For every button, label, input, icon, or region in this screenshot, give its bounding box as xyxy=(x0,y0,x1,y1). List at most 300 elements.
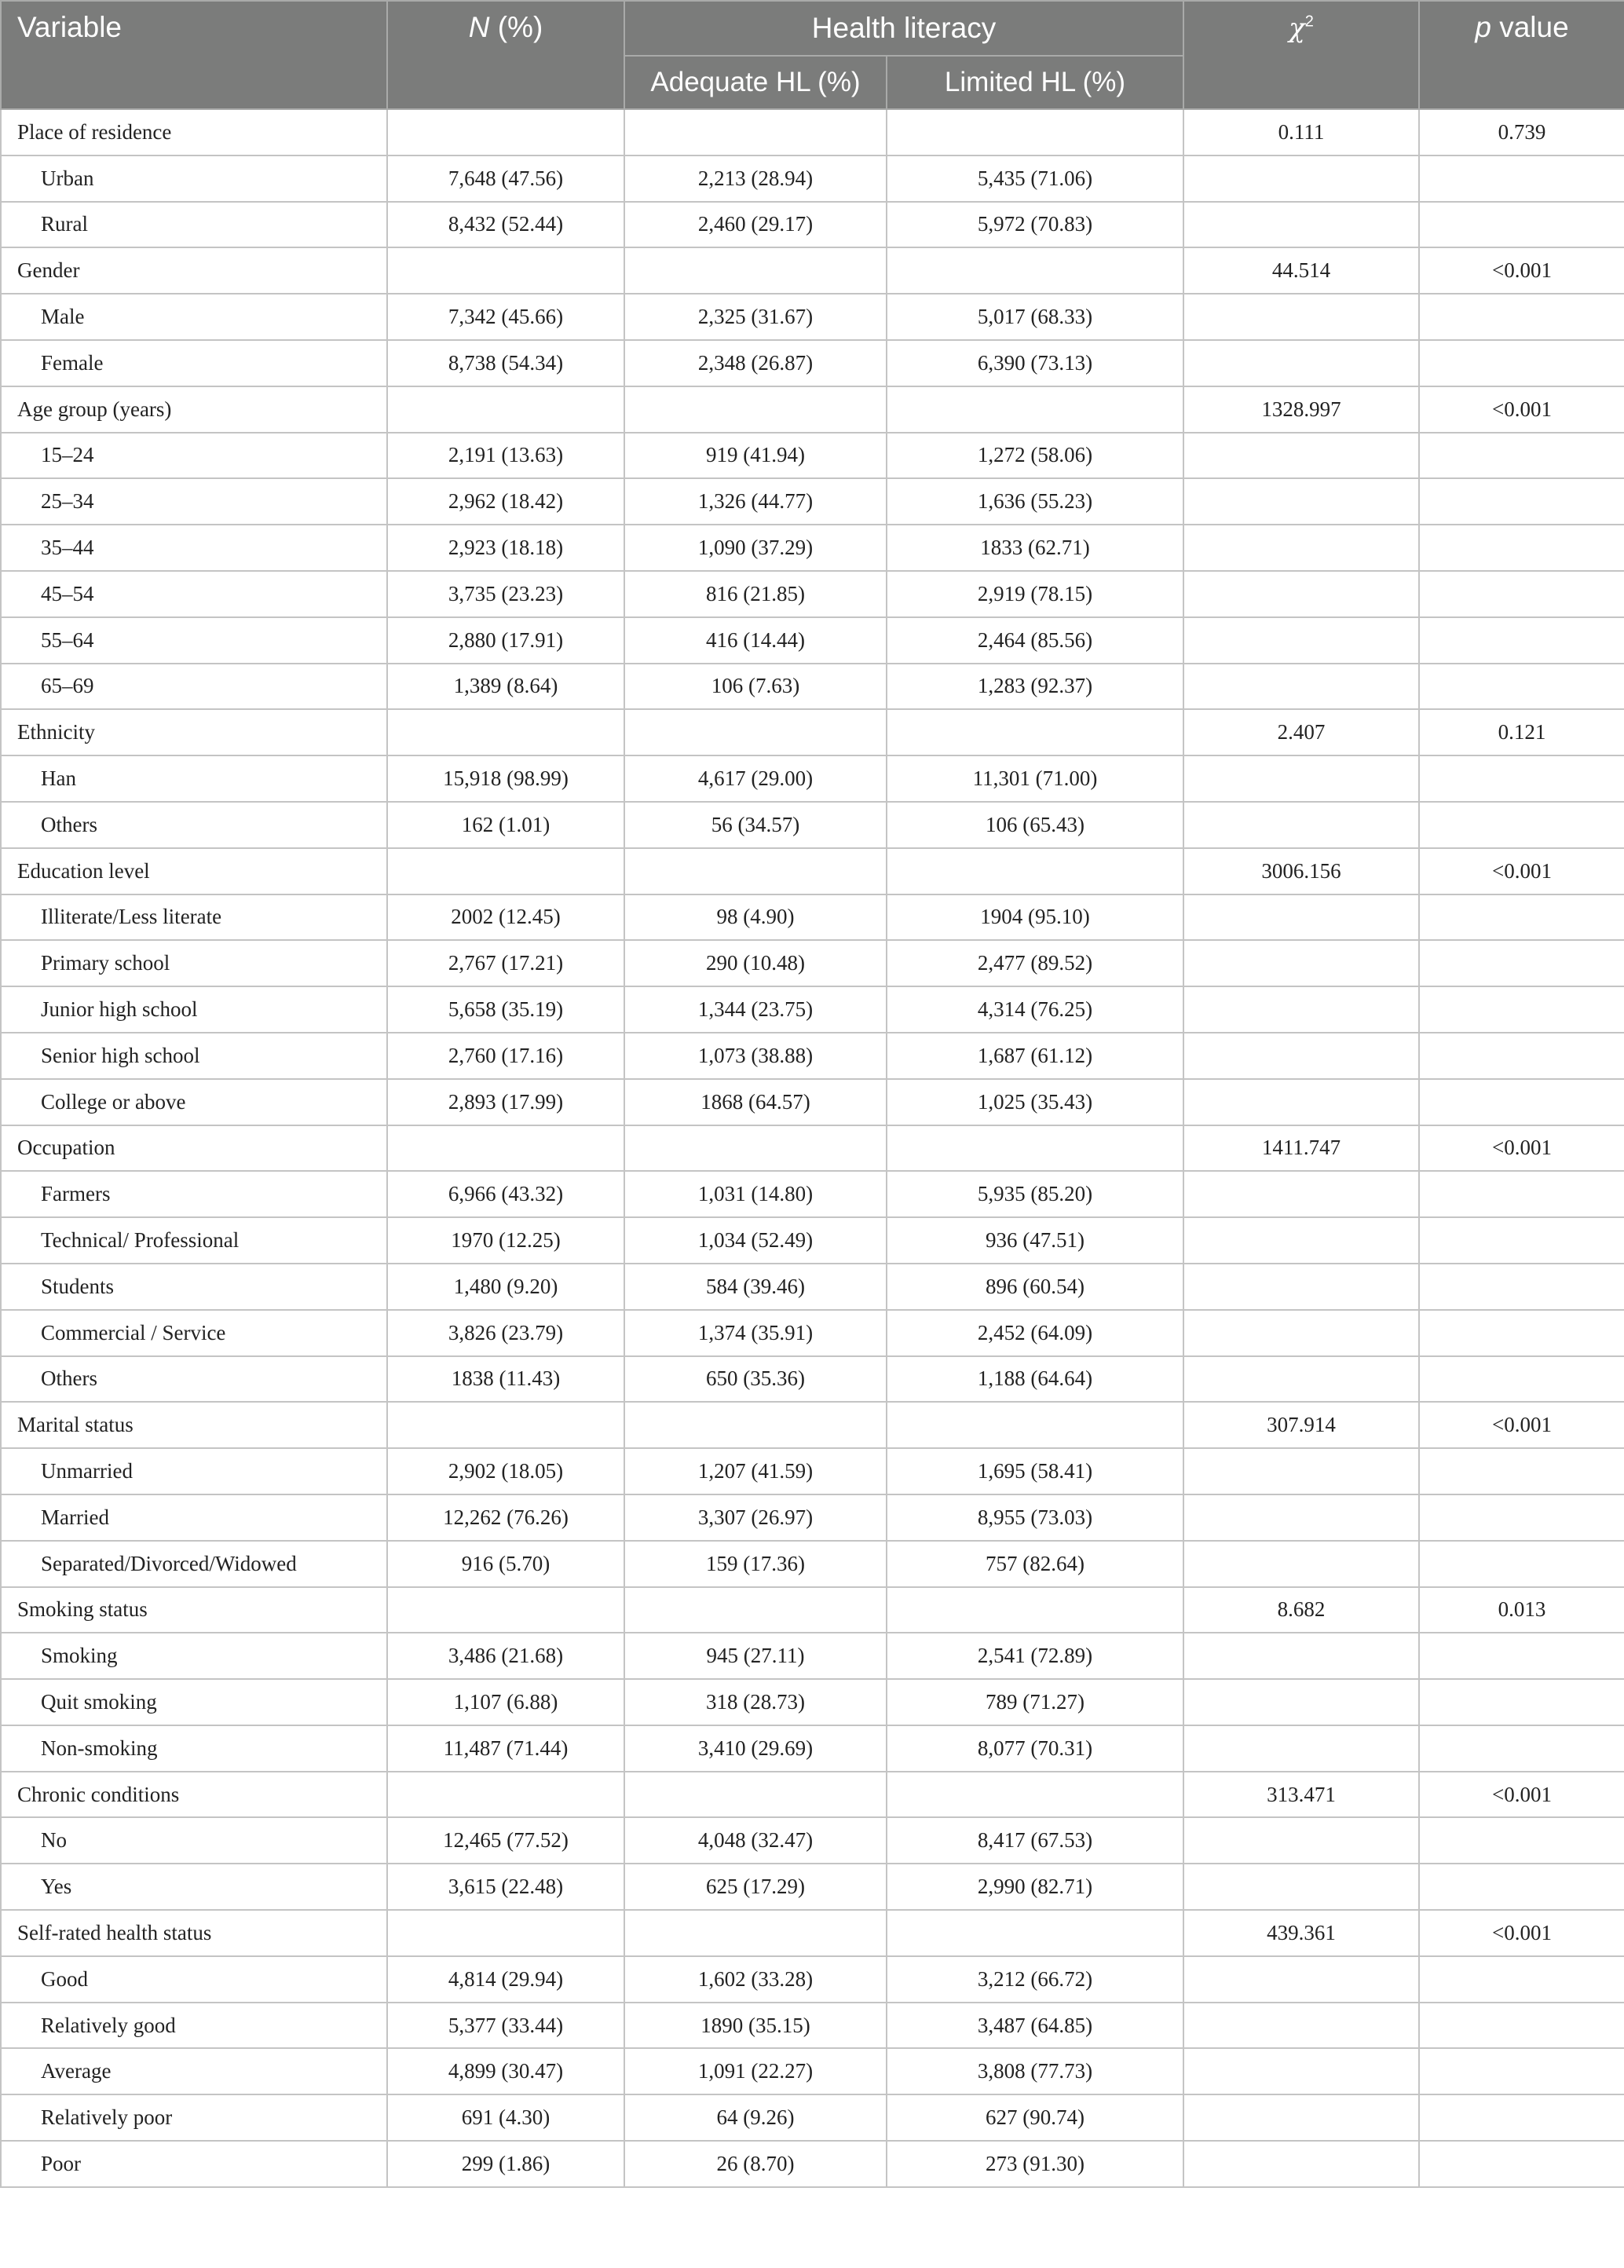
cell-variable: 65–69 xyxy=(1,664,387,710)
cell-adequate-hl: 2,460 (29.17) xyxy=(624,202,887,248)
cell-limited-hl xyxy=(887,1587,1183,1633)
cell-n-percent xyxy=(387,709,624,755)
cell-chi-square xyxy=(1183,617,1419,664)
cell-variable: Age group (years) xyxy=(1,386,387,433)
cell-variable: Good xyxy=(1,1956,387,2003)
cell-p-value: 0.013 xyxy=(1419,1587,1624,1633)
cell-adequate-hl: 1890 (35.15) xyxy=(624,2003,887,2049)
cell-p-value xyxy=(1419,1171,1624,1217)
cell-n-percent: 691 (4.30) xyxy=(387,2094,624,2141)
cell-p-value: <0.001 xyxy=(1419,247,1624,294)
cell-adequate-hl: 1,034 (52.49) xyxy=(624,1217,887,1264)
cell-adequate-hl: 106 (7.63) xyxy=(624,664,887,710)
cell-limited-hl: 1,272 (58.06) xyxy=(887,433,1183,479)
cell-n-percent: 2002 (12.45) xyxy=(387,894,624,941)
cell-chi-square xyxy=(1183,1679,1419,1725)
header-p-value: p value xyxy=(1419,1,1624,109)
cell-p-value xyxy=(1419,1817,1624,1864)
cell-n-percent xyxy=(387,109,624,155)
cell-p-value xyxy=(1419,894,1624,941)
cell-adequate-hl xyxy=(624,1125,887,1172)
table-row-category xyxy=(1,109,1624,155)
cell-p-value: <0.001 xyxy=(1419,1402,1624,1448)
cell-variable: Poor xyxy=(1,2141,387,2187)
cell-chi-square xyxy=(1183,1079,1419,1125)
cell-limited-hl: 757 (82.64) xyxy=(887,1541,1183,1587)
cell-chi-square xyxy=(1183,755,1419,802)
cell-adequate-hl: 98 (4.90) xyxy=(624,894,887,941)
table-body xyxy=(1,109,1624,2187)
cell-adequate-hl xyxy=(624,848,887,894)
cell-chi-square xyxy=(1183,1033,1419,1079)
cell-variable: 15–24 xyxy=(1,433,387,479)
cell-limited-hl xyxy=(887,709,1183,755)
cell-n-percent: 1,107 (6.88) xyxy=(387,1679,624,1725)
cell-limited-hl: 2,464 (85.56) xyxy=(887,617,1183,664)
cell-chi-square: 439.361 xyxy=(1183,1910,1419,1956)
cell-chi-square: 44.514 xyxy=(1183,247,1419,294)
cell-n-percent: 7,342 (45.66) xyxy=(387,294,624,340)
cell-n-percent xyxy=(387,848,624,894)
cell-adequate-hl xyxy=(624,1772,887,1818)
cell-limited-hl xyxy=(887,848,1183,894)
cell-n-percent: 2,923 (18.18) xyxy=(387,525,624,571)
table-row-subcategory xyxy=(1,894,1624,941)
cell-variable: Female xyxy=(1,340,387,386)
cell-chi-square xyxy=(1183,2048,1419,2094)
cell-chi-square: 8.682 xyxy=(1183,1587,1419,1633)
cell-limited-hl: 627 (90.74) xyxy=(887,2094,1183,2141)
table-row-category xyxy=(1,1402,1624,1448)
table-row-subcategory xyxy=(1,433,1624,479)
cell-variable: Non-smoking xyxy=(1,1725,387,1772)
cell-chi-square xyxy=(1183,1448,1419,1494)
cell-n-percent: 299 (1.86) xyxy=(387,2141,624,2187)
table-row-subcategory xyxy=(1,571,1624,617)
cell-n-percent xyxy=(387,1587,624,1633)
cell-variable: Chronic conditions xyxy=(1,1772,387,1818)
cell-adequate-hl: 1,090 (37.29) xyxy=(624,525,887,571)
cell-variable: Junior high school xyxy=(1,986,387,1033)
cell-limited-hl: 2,541 (72.89) xyxy=(887,1633,1183,1679)
cell-variable: College or above xyxy=(1,1079,387,1125)
cell-chi-square xyxy=(1183,571,1419,617)
cell-p-value xyxy=(1419,755,1624,802)
cell-limited-hl: 1833 (62.71) xyxy=(887,525,1183,571)
cell-variable: 45–54 xyxy=(1,571,387,617)
cell-limited-hl: 2,452 (64.09) xyxy=(887,1310,1183,1356)
header-health-literacy: Health literacy xyxy=(624,1,1183,56)
cell-n-percent: 1,480 (9.20) xyxy=(387,1264,624,1310)
cell-limited-hl xyxy=(887,1125,1183,1172)
header-variable: Variable xyxy=(1,1,387,109)
table-row-category xyxy=(1,848,1624,894)
cell-limited-hl: 2,919 (78.15) xyxy=(887,571,1183,617)
table-row-category xyxy=(1,709,1624,755)
cell-chi-square xyxy=(1183,2141,1419,2187)
cell-p-value xyxy=(1419,202,1624,248)
table-row-subcategory xyxy=(1,1817,1624,1864)
cell-variable: No xyxy=(1,1817,387,1864)
cell-limited-hl: 896 (60.54) xyxy=(887,1264,1183,1310)
cell-chi-square: 2.407 xyxy=(1183,709,1419,755)
cell-adequate-hl: 650 (35.36) xyxy=(624,1356,887,1403)
cell-limited-hl: 2,990 (82.71) xyxy=(887,1864,1183,1910)
cell-n-percent: 2,893 (17.99) xyxy=(387,1079,624,1125)
cell-limited-hl: 5,017 (68.33) xyxy=(887,294,1183,340)
cell-chi-square xyxy=(1183,940,1419,986)
cell-adequate-hl: 1,091 (22.27) xyxy=(624,2048,887,2094)
table-row-subcategory xyxy=(1,664,1624,710)
cell-adequate-hl xyxy=(624,386,887,433)
table-row-subcategory xyxy=(1,755,1624,802)
cell-adequate-hl: 945 (27.11) xyxy=(624,1633,887,1679)
cell-p-value xyxy=(1419,1356,1624,1403)
cell-adequate-hl: 4,048 (32.47) xyxy=(624,1817,887,1864)
cell-p-value xyxy=(1419,1448,1624,1494)
cell-p-value xyxy=(1419,1725,1624,1772)
cell-p-value: <0.001 xyxy=(1419,1910,1624,1956)
cell-chi-square xyxy=(1183,340,1419,386)
cell-adequate-hl: 816 (21.85) xyxy=(624,571,887,617)
cell-adequate-hl: 1,602 (33.28) xyxy=(624,1956,887,2003)
cell-p-value: <0.001 xyxy=(1419,1125,1624,1172)
cell-variable: Relatively poor xyxy=(1,2094,387,2141)
cell-p-value xyxy=(1419,433,1624,479)
cell-chi-square xyxy=(1183,1264,1419,1310)
cell-n-percent: 1838 (11.43) xyxy=(387,1356,624,1403)
cell-p-value xyxy=(1419,2003,1624,2049)
table-row-subcategory xyxy=(1,478,1624,525)
header-adequate-hl: Adequate HL (%) xyxy=(624,56,887,109)
cell-chi-square: 1411.747 xyxy=(1183,1125,1419,1172)
cell-chi-square xyxy=(1183,1494,1419,1541)
cell-chi-square xyxy=(1183,1171,1419,1217)
cell-p-value: <0.001 xyxy=(1419,386,1624,433)
cell-p-value xyxy=(1419,1864,1624,1910)
table-row-subcategory xyxy=(1,2094,1624,2141)
cell-variable: Education level xyxy=(1,848,387,894)
cell-adequate-hl: 26 (8.70) xyxy=(624,2141,887,2187)
cell-limited-hl: 8,417 (67.53) xyxy=(887,1817,1183,1864)
cell-p-value xyxy=(1419,1633,1624,1679)
cell-p-value xyxy=(1419,1494,1624,1541)
cell-limited-hl: 789 (71.27) xyxy=(887,1679,1183,1725)
cell-adequate-hl xyxy=(624,109,887,155)
table-row-subcategory xyxy=(1,1864,1624,1910)
cell-adequate-hl: 584 (39.46) xyxy=(624,1264,887,1310)
cell-n-percent: 8,432 (52.44) xyxy=(387,202,624,248)
cell-variable: Others xyxy=(1,802,387,848)
cell-p-value xyxy=(1419,664,1624,710)
cell-chi-square xyxy=(1183,433,1419,479)
cell-chi-square xyxy=(1183,664,1419,710)
cell-limited-hl: 3,808 (77.73) xyxy=(887,2048,1183,2094)
cell-n-percent xyxy=(387,386,624,433)
cell-limited-hl: 1,025 (35.43) xyxy=(887,1079,1183,1125)
cell-limited-hl: 5,972 (70.83) xyxy=(887,202,1183,248)
table-row-subcategory xyxy=(1,1541,1624,1587)
cell-p-value xyxy=(1419,1956,1624,2003)
table-row-subcategory xyxy=(1,1956,1624,2003)
table-row-subcategory xyxy=(1,1448,1624,1494)
cell-n-percent: 2,902 (18.05) xyxy=(387,1448,624,1494)
table-row-subcategory xyxy=(1,1079,1624,1125)
cell-adequate-hl: 2,325 (31.67) xyxy=(624,294,887,340)
cell-variable: Technical/ Professional xyxy=(1,1217,387,1264)
cell-chi-square: 1328.997 xyxy=(1183,386,1419,433)
cell-variable: Others xyxy=(1,1356,387,1403)
table-row-subcategory xyxy=(1,2141,1624,2187)
cell-limited-hl: 5,935 (85.20) xyxy=(887,1171,1183,1217)
cell-limited-hl: 8,955 (73.03) xyxy=(887,1494,1183,1541)
cell-n-percent: 3,615 (22.48) xyxy=(387,1864,624,1910)
cell-p-value xyxy=(1419,478,1624,525)
cell-n-percent: 12,465 (77.52) xyxy=(387,1817,624,1864)
cell-adequate-hl xyxy=(624,247,887,294)
cell-n-percent: 2,191 (13.63) xyxy=(387,433,624,479)
cell-n-percent: 1,389 (8.64) xyxy=(387,664,624,710)
cell-limited-hl: 5,435 (71.06) xyxy=(887,155,1183,202)
table-row-subcategory xyxy=(1,1679,1624,1725)
cell-adequate-hl: 1,344 (23.75) xyxy=(624,986,887,1033)
cell-variable: Urban xyxy=(1,155,387,202)
cell-chi-square xyxy=(1183,202,1419,248)
cell-p-value xyxy=(1419,986,1624,1033)
cell-chi-square xyxy=(1183,478,1419,525)
table-row-subcategory xyxy=(1,1171,1624,1217)
cell-adequate-hl: 318 (28.73) xyxy=(624,1679,887,1725)
table-row-subcategory xyxy=(1,2003,1624,2049)
cell-limited-hl: 1,695 (58.41) xyxy=(887,1448,1183,1494)
cell-adequate-hl xyxy=(624,1910,887,1956)
table-row-subcategory xyxy=(1,294,1624,340)
cell-p-value xyxy=(1419,294,1624,340)
cell-adequate-hl: 1,073 (38.88) xyxy=(624,1033,887,1079)
cell-variable: 55–64 xyxy=(1,617,387,664)
cell-n-percent: 3,826 (23.79) xyxy=(387,1310,624,1356)
cell-adequate-hl: 1,326 (44.77) xyxy=(624,478,887,525)
table-row-subcategory xyxy=(1,1356,1624,1403)
cell-p-value xyxy=(1419,1079,1624,1125)
cell-chi-square xyxy=(1183,2094,1419,2141)
cell-n-percent xyxy=(387,247,624,294)
cell-p-value xyxy=(1419,340,1624,386)
cell-variable: Occupation xyxy=(1,1125,387,1172)
cell-n-percent: 5,658 (35.19) xyxy=(387,986,624,1033)
cell-p-value: 0.121 xyxy=(1419,709,1624,755)
cell-adequate-hl: 1,207 (41.59) xyxy=(624,1448,887,1494)
cell-variable: Commercial / Service xyxy=(1,1310,387,1356)
cell-n-percent xyxy=(387,1772,624,1818)
table-row-subcategory xyxy=(1,340,1624,386)
cell-chi-square xyxy=(1183,1956,1419,2003)
cell-limited-hl: 6,390 (73.13) xyxy=(887,340,1183,386)
table-row-subcategory xyxy=(1,802,1624,848)
cell-adequate-hl xyxy=(624,1402,887,1448)
cell-limited-hl: 936 (47.51) xyxy=(887,1217,1183,1264)
cell-adequate-hl: 625 (17.29) xyxy=(624,1864,887,1910)
cell-adequate-hl: 290 (10.48) xyxy=(624,940,887,986)
cell-chi-square xyxy=(1183,1817,1419,1864)
cell-p-value: <0.001 xyxy=(1419,848,1624,894)
table-header xyxy=(1,1,1624,109)
cell-n-percent: 15,918 (98.99) xyxy=(387,755,624,802)
table-row-subcategory xyxy=(1,1310,1624,1356)
cell-chi-square xyxy=(1183,802,1419,848)
cell-p-value xyxy=(1419,571,1624,617)
cell-limited-hl xyxy=(887,1910,1183,1956)
cell-n-percent: 2,767 (17.21) xyxy=(387,940,624,986)
table-row-subcategory xyxy=(1,155,1624,202)
cell-chi-square xyxy=(1183,1864,1419,1910)
cell-variable: Rural xyxy=(1,202,387,248)
table-row-subcategory xyxy=(1,525,1624,571)
table-row-category xyxy=(1,1772,1624,1818)
header-n-percent: N (%) xyxy=(387,1,624,109)
cell-p-value xyxy=(1419,2048,1624,2094)
cell-adequate-hl: 2,213 (28.94) xyxy=(624,155,887,202)
cell-adequate-hl: 3,410 (29.69) xyxy=(624,1725,887,1772)
cell-variable: 25–34 xyxy=(1,478,387,525)
cell-chi-square xyxy=(1183,525,1419,571)
header-chi-square: $\chi^2$ xyxy=(1183,1,1419,109)
cell-variable: Gender xyxy=(1,247,387,294)
table-row-subcategory xyxy=(1,1494,1624,1541)
cell-p-value xyxy=(1419,1310,1624,1356)
cell-chi-square xyxy=(1183,1356,1419,1403)
cell-variable: Unmarried xyxy=(1,1448,387,1494)
table-row-subcategory xyxy=(1,2048,1624,2094)
table-row-subcategory xyxy=(1,617,1624,664)
cell-chi-square xyxy=(1183,1310,1419,1356)
cell-limited-hl: 273 (91.30) xyxy=(887,2141,1183,2187)
cell-limited-hl xyxy=(887,247,1183,294)
cell-p-value: <0.001 xyxy=(1419,1772,1624,1818)
cell-limited-hl: 1904 (95.10) xyxy=(887,894,1183,941)
cell-n-percent: 3,735 (23.23) xyxy=(387,571,624,617)
cell-n-percent xyxy=(387,1125,624,1172)
table-row-subcategory xyxy=(1,1033,1624,1079)
table-row-category xyxy=(1,386,1624,433)
table-row-category xyxy=(1,1587,1624,1633)
cell-limited-hl: 4,314 (76.25) xyxy=(887,986,1183,1033)
cell-adequate-hl: 56 (34.57) xyxy=(624,802,887,848)
cell-variable: Relatively good xyxy=(1,2003,387,2049)
cell-p-value xyxy=(1419,1679,1624,1725)
cell-adequate-hl: 1,031 (14.80) xyxy=(624,1171,887,1217)
cell-p-value xyxy=(1419,617,1624,664)
cell-n-percent: 12,262 (76.26) xyxy=(387,1494,624,1541)
cell-p-value xyxy=(1419,525,1624,571)
cell-n-percent: 6,966 (43.32) xyxy=(387,1171,624,1217)
cell-adequate-hl xyxy=(624,709,887,755)
cell-n-percent: 11,487 (71.44) xyxy=(387,1725,624,1772)
cell-adequate-hl: 1,374 (35.91) xyxy=(624,1310,887,1356)
cell-variable: Yes xyxy=(1,1864,387,1910)
cell-n-percent: 1970 (12.25) xyxy=(387,1217,624,1264)
cell-adequate-hl: 416 (14.44) xyxy=(624,617,887,664)
table-row-subcategory xyxy=(1,940,1624,986)
cell-variable: Han xyxy=(1,755,387,802)
cell-limited-hl: 1,687 (61.12) xyxy=(887,1033,1183,1079)
cell-variable: Average xyxy=(1,2048,387,2094)
table-row-category xyxy=(1,1125,1624,1172)
table-row-subcategory xyxy=(1,1217,1624,1264)
cell-limited-hl: 8,077 (70.31) xyxy=(887,1725,1183,1772)
cell-n-percent: 7,648 (47.56) xyxy=(387,155,624,202)
cell-n-percent: 5,377 (33.44) xyxy=(387,2003,624,2049)
table-row-subcategory xyxy=(1,986,1624,1033)
cell-adequate-hl: 1868 (64.57) xyxy=(624,1079,887,1125)
cell-limited-hl xyxy=(887,1402,1183,1448)
cell-n-percent: 4,814 (29.94) xyxy=(387,1956,624,2003)
cell-n-percent xyxy=(387,1910,624,1956)
cell-p-value xyxy=(1419,1541,1624,1587)
cell-n-percent: 916 (5.70) xyxy=(387,1541,624,1587)
cell-adequate-hl: 2,348 (26.87) xyxy=(624,340,887,386)
cell-variable: Place of residence xyxy=(1,109,387,155)
cell-variable: Ethnicity xyxy=(1,709,387,755)
cell-adequate-hl: 3,307 (26.97) xyxy=(624,1494,887,1541)
table-row-category xyxy=(1,1910,1624,1956)
cell-variable: Students xyxy=(1,1264,387,1310)
cell-p-value xyxy=(1419,2141,1624,2187)
cell-p-value xyxy=(1419,940,1624,986)
table-row-subcategory xyxy=(1,202,1624,248)
cell-variable: Quit smoking xyxy=(1,1679,387,1725)
cell-p-value xyxy=(1419,1033,1624,1079)
cell-chi-square: 307.914 xyxy=(1183,1402,1419,1448)
cell-variable: Separated/Divorced/Widowed xyxy=(1,1541,387,1587)
cell-variable: Illiterate/Less literate xyxy=(1,894,387,941)
cell-adequate-hl xyxy=(624,1587,887,1633)
table-row-subcategory xyxy=(1,1725,1624,1772)
cell-chi-square xyxy=(1183,2003,1419,2049)
cell-variable: 35–44 xyxy=(1,525,387,571)
cell-p-value xyxy=(1419,1217,1624,1264)
cell-variable: Married xyxy=(1,1494,387,1541)
table-row-subcategory xyxy=(1,1633,1624,1679)
cell-variable: Smoking status xyxy=(1,1587,387,1633)
cell-p-value xyxy=(1419,2094,1624,2141)
cell-adequate-hl: 64 (9.26) xyxy=(624,2094,887,2141)
header-limited-hl: Limited HL (%) xyxy=(887,56,1183,109)
cell-p-value xyxy=(1419,802,1624,848)
cell-n-percent: 4,899 (30.47) xyxy=(387,2048,624,2094)
cell-chi-square: 3006.156 xyxy=(1183,848,1419,894)
cell-limited-hl: 2,477 (89.52) xyxy=(887,940,1183,986)
cell-chi-square: 313.471 xyxy=(1183,1772,1419,1818)
cell-adequate-hl: 159 (17.36) xyxy=(624,1541,887,1587)
cell-chi-square xyxy=(1183,894,1419,941)
cell-limited-hl: 1,283 (92.37) xyxy=(887,664,1183,710)
cell-n-percent: 2,962 (18.42) xyxy=(387,478,624,525)
cell-variable: Smoking xyxy=(1,1633,387,1679)
cell-chi-square xyxy=(1183,294,1419,340)
cell-chi-square: 0.111 xyxy=(1183,109,1419,155)
cell-limited-hl: 1,636 (55.23) xyxy=(887,478,1183,525)
cell-limited-hl: 3,487 (64.85) xyxy=(887,2003,1183,2049)
cell-adequate-hl: 4,617 (29.00) xyxy=(624,755,887,802)
cell-variable: Self-rated health status xyxy=(1,1910,387,1956)
table-row-subcategory xyxy=(1,1264,1624,1310)
cell-variable: Marital status xyxy=(1,1402,387,1448)
cell-p-value xyxy=(1419,155,1624,202)
cell-chi-square xyxy=(1183,1541,1419,1587)
cell-variable: Senior high school xyxy=(1,1033,387,1079)
cell-n-percent: 8,738 (54.34) xyxy=(387,340,624,386)
